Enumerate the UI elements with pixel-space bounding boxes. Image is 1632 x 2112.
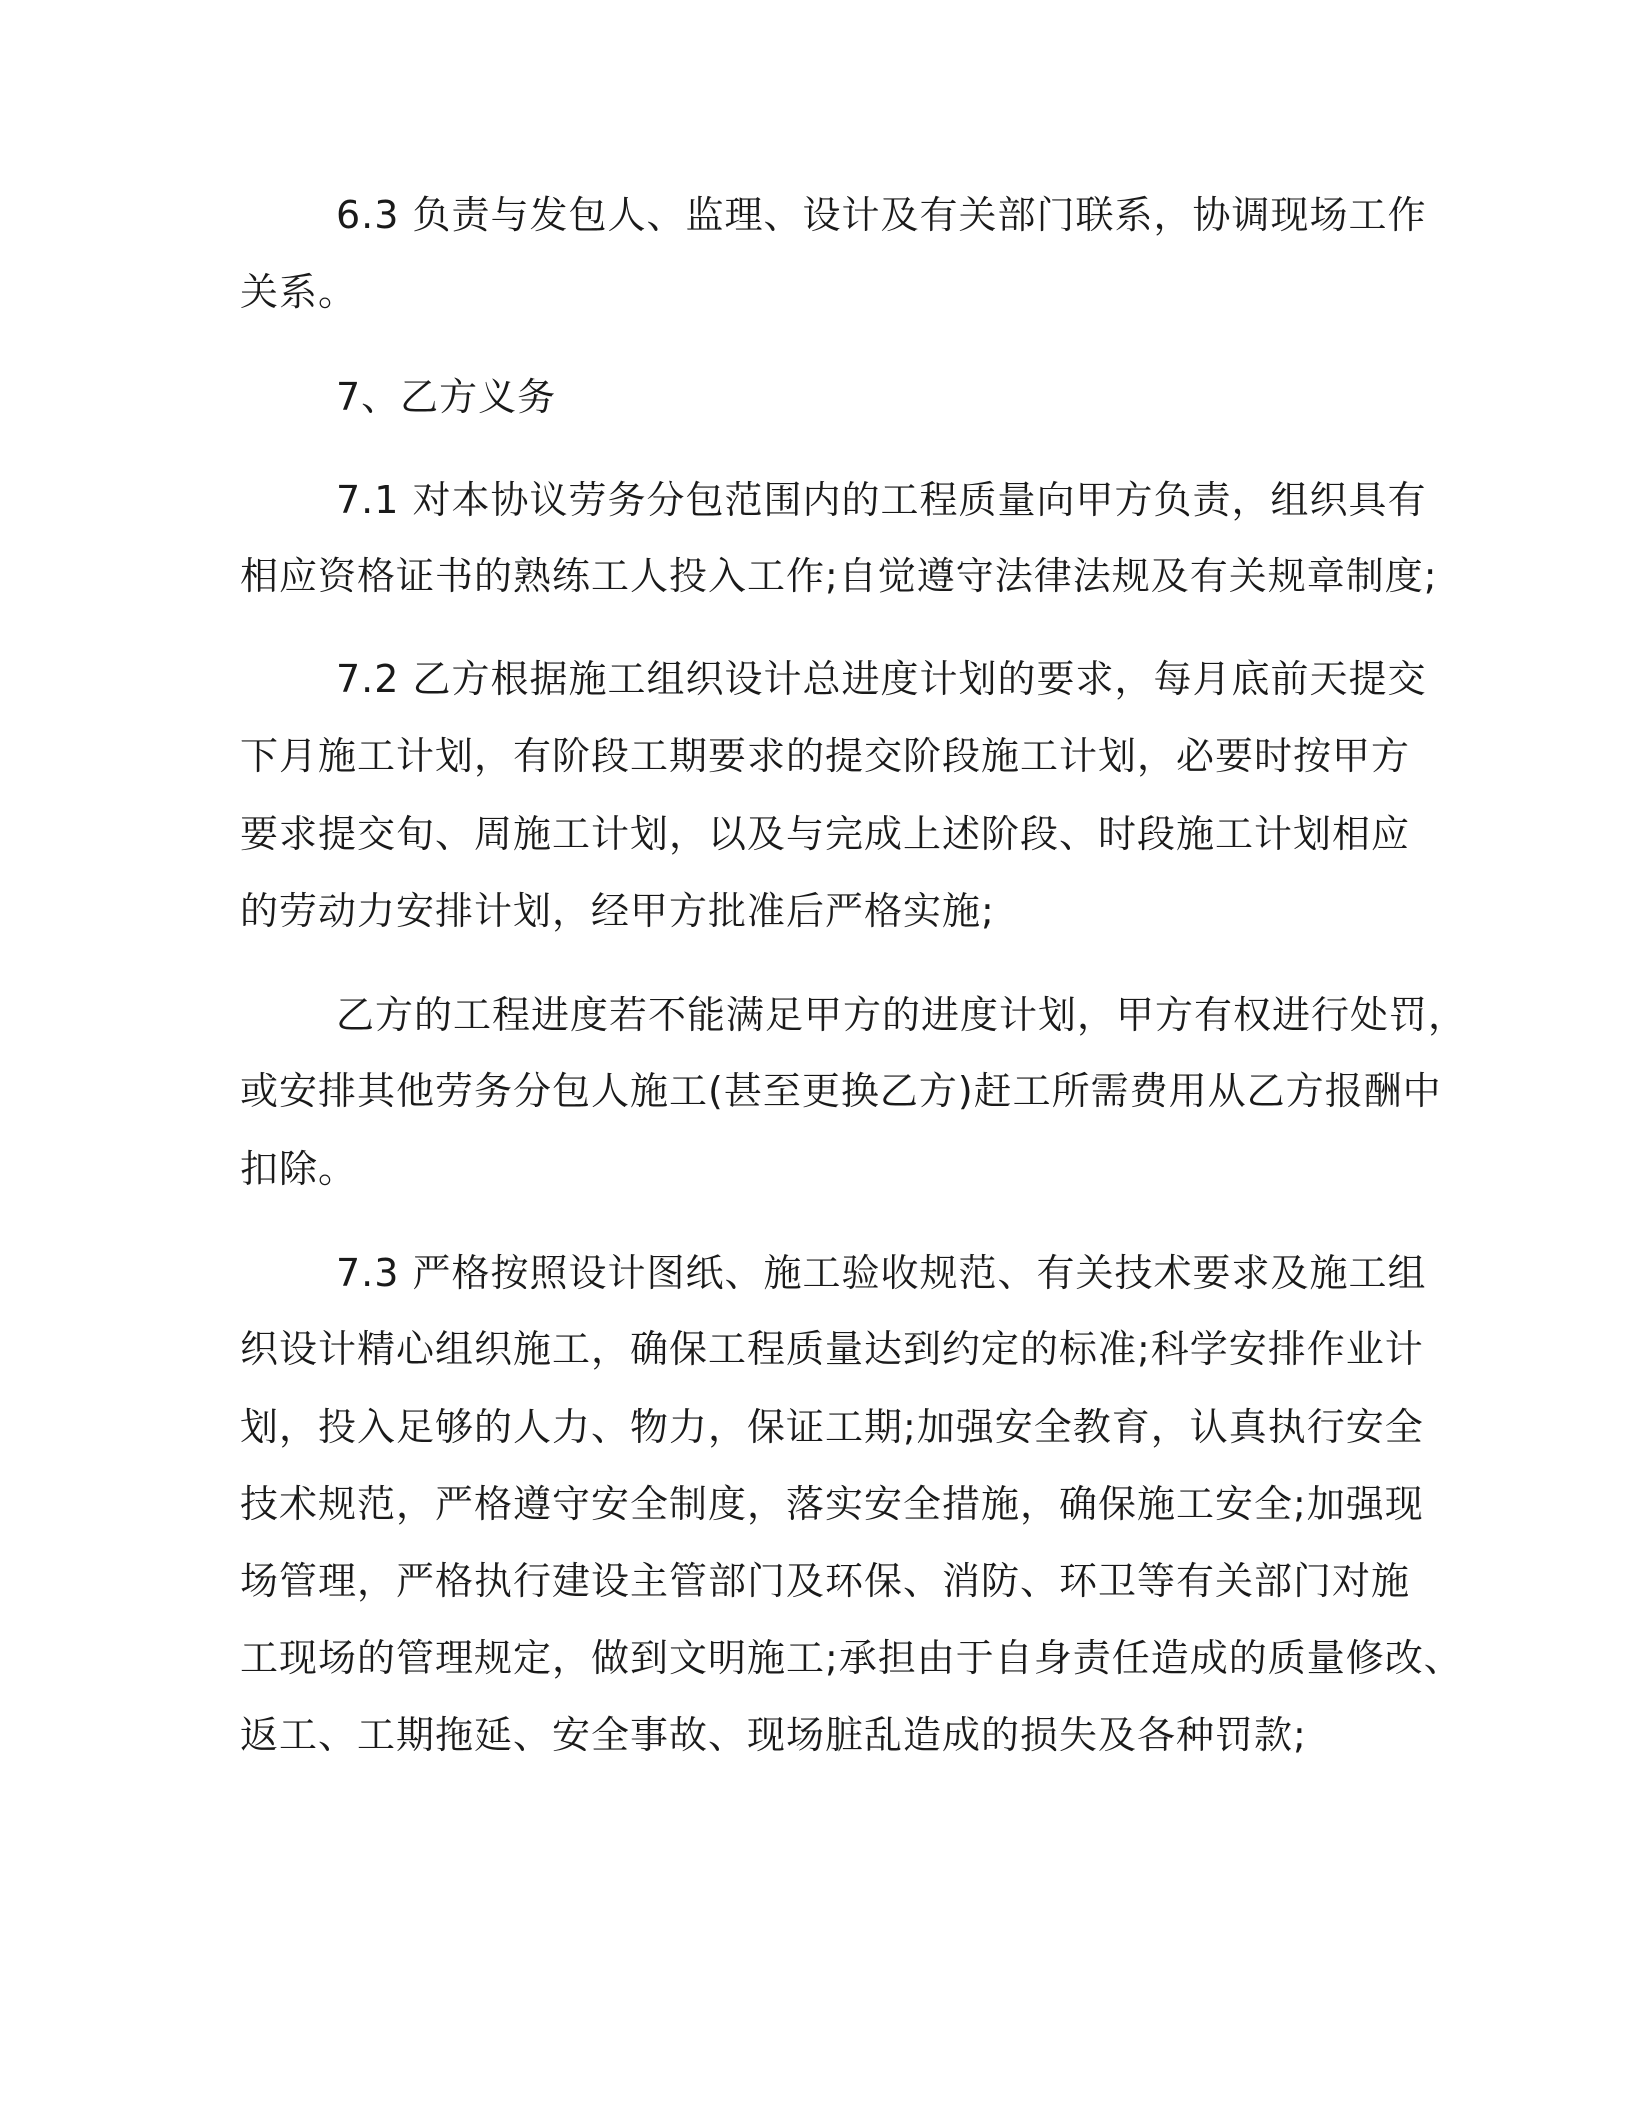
text-line: 要求提交旬、周施工计划，以及与完成上述阶段、时段施工计划相应 — [240, 812, 1411, 856]
text-line: 下月施工计划，有阶段工期要求的提交阶段施工计划，必要时按甲方 — [240, 734, 1411, 778]
text-line: 返工、工期拖延、安全事故、现场脏乱造成的损失及各种罚款; — [240, 1713, 1307, 1757]
text-line: 的劳动力安排计划，经甲方批准后严格实施; — [240, 889, 995, 933]
text-line: 划，投入足够的人力、物力，保证工期;加强安全教育，认真执行安全 — [240, 1405, 1424, 1449]
text-line: 7.1 对本协议劳务分包范围内的工程质量向甲方负责，组织具有 — [336, 478, 1427, 522]
text-line: 7.2 乙方根据施工组织设计总进度计划的要求，每月底前天提交 — [336, 657, 1427, 701]
section-heading-7: 7、乙方义务 — [336, 375, 557, 419]
text-line: 6.3 负责与发包人、监理、设计及有关部门联系，协调现场工作 — [336, 193, 1427, 237]
text-line: 场管理，严格执行建设主管部门及环保、消防、环卫等有关部门对施 — [240, 1559, 1411, 1603]
text-line: 工现场的管理规定，做到文明施工;承担由于自身责任造成的质量修改、 — [240, 1636, 1463, 1680]
text-line: 扣除。 — [240, 1147, 358, 1191]
text-line: 技术规范，严格遵守安全制度，落实安全措施，确保施工安全;加强现 — [240, 1482, 1424, 1526]
text-line: 乙方的工程进度若不能满足甲方的进度计划，甲方有权进行处罚， — [336, 993, 1468, 1037]
text-line: 关系。 — [240, 270, 358, 314]
text-line: 或安排其他劳务分包人施工(甚至更换乙方)赶工所需费用从乙方报酬中 — [240, 1069, 1442, 1113]
text-line: 相应资格证书的熟练工人投入工作;自觉遵守法律法规及有关规章制度; — [240, 554, 1438, 598]
text-line: 织设计精心组织施工，确保工程质量达到约定的标准;科学安排作业计 — [240, 1327, 1424, 1371]
text-line: 7.3 严格按照设计图纸、施工验收规范、有关技术要求及施工组 — [336, 1251, 1427, 1295]
